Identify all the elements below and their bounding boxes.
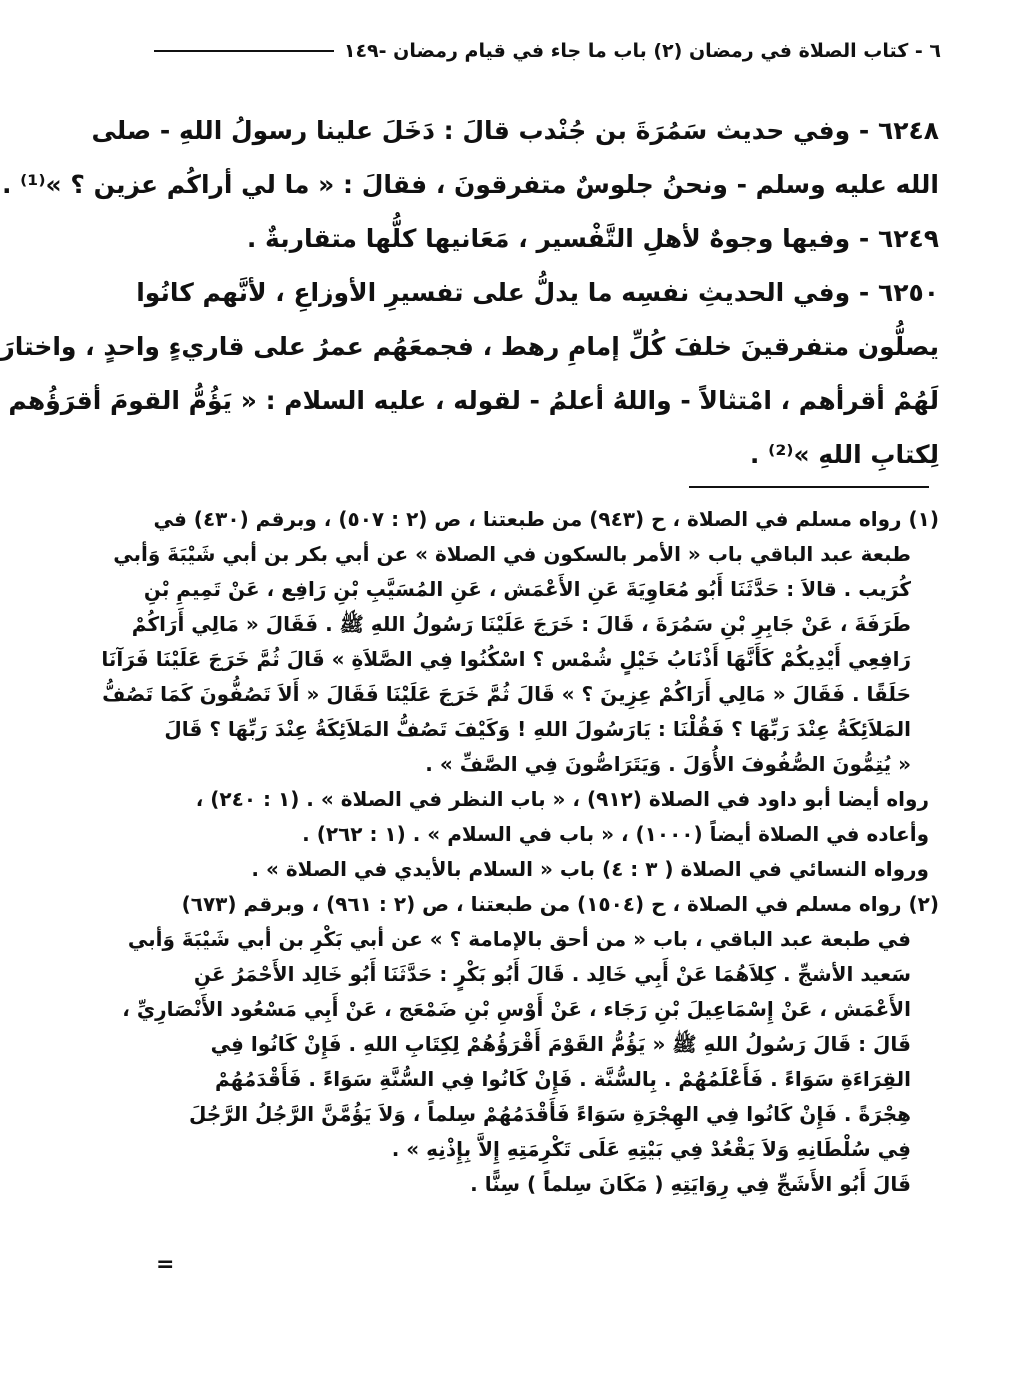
footnote-line: المَلاَئِكَةُ عِنْدَ رَبِّهَا ؟ فَقُلْنَا : يَارَسُولَ اللهِ ! وَكَيْفَ تَصُفُّ المَلاَئِكَةُ عِنْدَ رَبِّهَا ؟ قَالَ: [164, 717, 911, 741]
footnote-line: رَافِعِي أَيْدِيكُمْ كَأَنَّهَا أَذْنَابُ خَيْلٍ شُمْس ؟ اسْكُنُوا فِي الصَّلاَةِ » قَالَ ثُمَّ خَرَجَ عَلَيْنَا فَرَآنَا: [101, 647, 911, 671]
text-line: ٦٢٤٩ - وفيها وجوهٌ لأهلِ التَّفْسير ، مَعَانيها كلُّها متقاربةٌ .: [246, 224, 939, 253]
footnote-line: « يُتِمُّونَ الصُّفُوفَ الأُوَلَ . وَيَتَرَاصُّونَ فِي الصَّفِّ » .: [425, 752, 911, 776]
footnote-line: القِرَاءَةِ سَوَاءً . فَأَعْلَمُهُمْ . بِالسُّنَّة . فَإِنْ كَانُوا فِي السُّنَّةِ سَوَاءً . فَأَقْدَمُهُمْ: [214, 1067, 911, 1091]
text-line: ٦٢٥٠ - وفي الحديثِ نفسِه ما يدلُّ على تفسيرِ الأوزاعِ ، لأنَّهم كانُوا: [136, 278, 939, 307]
footnote-line: قَالَ أَبُو الأَشَجِّ فِي رِوَايَتِهِ ( مَكَانَ سِلماً ) سِنًّا .: [470, 1172, 911, 1196]
footnote-line: طَرَفَةَ ، عَنْ جَابِرِ بْنِ سَمُرَةَ ، قَالَ : خَرَجَ عَلَيْنَا رَسُولُ اللهِ ﷺ . فَقَالَ « مَالِي أَرَاكُمْ: [131, 612, 911, 636]
header-rule: [154, 50, 334, 52]
text-line: لِكتابِ اللهِ »⁽²⁾ .: [749, 440, 939, 469]
footnote-separator: [689, 486, 929, 488]
text-line: الله عليه وسلم - ونحنُ جلوسٌ متفرقونَ ، فقالَ : « ما لي أراكُم عزين ؟ »⁽¹⁾ .: [1, 170, 939, 199]
footnote-line: ورواه النسائي في الصلاة ( ٣ : ٤) باب « السلام بالأيدي في الصلاة » .: [251, 857, 929, 881]
footnote-line: كُرَيب . قالاَ : حَدَّثَنَا أَبُو مُعَاوِيَةَ عَنِ الأَعْمَش ، عَنِ المُسَيَّبِ بْنِ رَافِع ، عَنْ تَمِيمِ بْنِ: [143, 577, 911, 601]
footnote-line: رواه أيضا أبو داود في الصلاة (٩١٢) ، « باب النظر في الصلاة » . (١ : ٢٤٠) ،: [195, 787, 929, 811]
footnote-line: طبعة عبد الباقي باب « الأمر بالسكون في الصلاة » عن أبي بكر بن أبي شَيْبَةَ وَأبي: [113, 542, 911, 566]
footnote-line: الأَعْمَش ، عَنْ إِسْمَاعِيلَ بْنِ رَجَاء ، عَنْ أَوْسِ بْنِ ضَمْعَج ، عَنْ أَبِي مَسْعُود الأَنْصَارِيِّ ،: [122, 997, 911, 1021]
footnote-line: فِي سُلْطَانِهِ وَلاَ يَقْعُدْ فِي بَيْتِهِ عَلَى تَكْرِمَتِهِ إِلاَّ بِإِذْنِهِ » .: [391, 1137, 911, 1161]
footnotes: [101, 502, 939, 1202]
footnote-line: وأعاده في الصلاة أيضاً (١٠٠٠) ، « باب في السلام » . (١ : ٢٦٢) .: [302, 822, 929, 846]
running-header: [154, 40, 941, 62]
footnote-line: قَالَ : قَالَ رَسُولُ اللهِ ﷺ « يَؤُمُّ القَوْمَ أَقْرَؤُهُمْ لِكِتَابِ اللهِ . فَإِنْ كَانُوا فِي: [210, 1032, 911, 1056]
text-line: يصلُّون متفرقينَ خلفَ كُلِّ إمامِ رهط ، فجمعَهُم عمرُ على قاريءٍ واحدٍ ، واختارَ: [0, 332, 939, 361]
main-text: [0, 104, 939, 482]
footnote-line: سَعيد الأشجِّ . كِلاَهُمَا عَنْ أَبِي خَالِد . قَالَ أَبُو بَكْرٍ : حَدَّثَنَا أَبُو خَالِد الأَحْمَرُ عَنِ: [193, 962, 911, 986]
continuation-mark: =: [156, 1252, 175, 1277]
footnote-line: (١) رواه مسلم في الصلاة ، ح (٩٤٣) من طبعتنا ، ص (٢ : ٥٠٧) ، وبرقم (٤٣٠) في: [153, 507, 939, 531]
header-title: ٦ - كتاب الصلاة في رمضان (٢) باب ما جاء في قيام رمضان -١٤٩: [343, 40, 941, 62]
footnote-line: حَلَقًا . فَقَالَ « مَالِي أَرَاكُمْ عِزِينَ ؟ » قَالَ ثُمَّ خَرَجَ عَلَيْنَا فَقَالَ « أَلاَ تَصُفُّونَ كَمَا تَصُفُّ: [102, 682, 911, 706]
footnote-line: في طبعة عبد الباقي ، باب « من أحق بالإمامة ؟ » عن أبي بَكْرِ بن أبي شَيْبَةَ وَأبي: [127, 927, 911, 951]
footnote-line: (٢) رواه مسلم في الصلاة ، ح (١٥٠٤) من طبعتنا ، ص (٢ : ٩٦١) ، وبرقم (٦٧٣): [181, 892, 939, 916]
text-line: لَهُمْ أقرأهم ، امْتثالاً - واللهُ أعلمُ - لقوله ، عليه السلام : « يَؤُمُّ القومَ أقرَؤُهم: [8, 386, 939, 415]
footnote-line: هِجْرَةً . فَإِنْ كَانُوا فِي الهِجْرَةِ سَوَاءً فَأَقْدَمُهُمْ سِلماً ، وَلاَ يَؤُمَّنَّ الرَّجُلُ الرَّجُلَ: [189, 1102, 911, 1126]
text-line: ٦٢٤٨ - وفي حديث سَمُرَةَ بن جُنْدب قالَ : دَخَلَ علينا رسولُ اللهِ - صلى: [91, 116, 939, 145]
